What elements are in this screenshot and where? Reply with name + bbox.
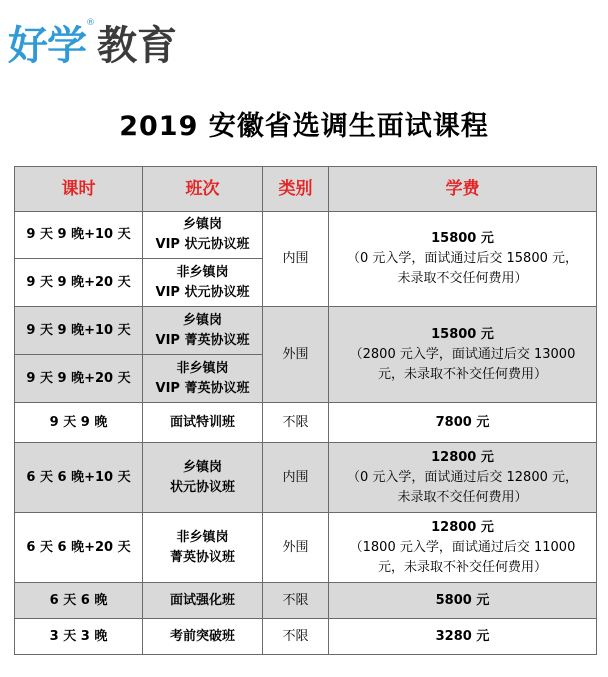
logo: [8, 14, 177, 70]
table-row: [15, 513, 597, 583]
fee-cell: 3280 元: [329, 619, 597, 655]
class-line-1: 非乡镇岗: [176, 264, 229, 280]
class-line-1: 乡镇岗: [182, 459, 222, 475]
fee-note-line-2: 未录取不交任何费用）: [397, 271, 528, 286]
class-cell: [143, 443, 263, 513]
fee-amount: 12800 元: [431, 519, 494, 535]
fee-note-line-1: （0 元入学，面试通过后交 12800 元，: [346, 469, 579, 485]
class-line-1: 非乡镇岗: [176, 529, 229, 545]
class-line-1: 非乡镇岗: [176, 360, 229, 376]
table-row: [15, 307, 597, 355]
fee-note-line-2: 元，未录取不补交任何费用）: [377, 559, 547, 575]
class-line-2: VIP 菁英协议班: [155, 332, 250, 348]
table-row: [15, 403, 597, 443]
class-cell: 面试强化班: [143, 583, 263, 619]
hours-cell: 9 天 9 晚+20 天: [15, 259, 143, 307]
fee-cell: 5800 元: [329, 583, 597, 619]
header-category: 类别: [263, 167, 329, 212]
hours-cell: 9 天 9 晚: [15, 403, 143, 443]
fee-amount: 15800 元: [431, 326, 494, 342]
fee-cell: [329, 443, 597, 513]
hours-cell: 6 天 6 晚+10 天: [15, 443, 143, 513]
class-line-2: VIP 状元协议班: [155, 284, 250, 300]
course-table: [14, 166, 597, 655]
hours-cell: 9 天 9 晚+10 天: [15, 307, 143, 355]
class-line-1: 乡镇岗: [182, 217, 222, 232]
table-row: [15, 619, 597, 655]
table-header-row: [15, 167, 597, 212]
fee-amount: 15800 元: [431, 231, 494, 246]
hours-cell: 6 天 6 晚+20 天: [15, 513, 143, 583]
category-cell: 不限: [263, 403, 329, 443]
fee-cell: [329, 212, 597, 307]
class-line-2: 菁英协议班: [169, 549, 235, 565]
hours-cell: 9 天 9 晚+20 天: [15, 355, 143, 403]
class-cell: [143, 259, 263, 307]
class-line-2: VIP 状元协议班: [155, 237, 250, 252]
fee-note-line-1: （2800 元入学，面试通过后交 13000: [349, 346, 576, 362]
category-cell: 不限: [263, 583, 329, 619]
hours-cell: 6 天 6 晚: [15, 583, 143, 619]
header-fee: 学费: [329, 167, 597, 212]
fee-cell: [329, 307, 597, 403]
class-line-1: 乡镇岗: [182, 312, 222, 328]
fee-cell: 7800 元: [329, 403, 597, 443]
fee-note-line-2: 未录取不交任何费用）: [397, 489, 528, 505]
category-cell: 内围: [263, 443, 329, 513]
page-title: 2019 安徽省选调生面试课程: [119, 111, 489, 142]
hours-cell: 9 天 9 晚+10 天: [15, 212, 143, 259]
hours-cell: 3 天 3 晚: [15, 619, 143, 655]
class-cell: [143, 355, 263, 403]
class-cell: [143, 307, 263, 355]
table-row: [15, 583, 597, 619]
fee-note-line-1: （1800 元入学，面试通过后交 11000: [349, 539, 576, 555]
fee-note-line-1: （0 元入学，面试通过后交 15800 元，: [346, 251, 579, 266]
table-row: [15, 212, 597, 259]
header-hours: 课时: [15, 167, 143, 212]
table-row: [15, 443, 597, 513]
category-cell: 外围: [263, 307, 329, 403]
fee-amount: 12800 元: [431, 449, 494, 465]
class-cell: 面试特训班: [143, 403, 263, 443]
class-line-2: VIP 菁英协议班: [155, 380, 250, 396]
class-cell: [143, 513, 263, 583]
header-class: 班次: [143, 167, 263, 212]
logo-text-primary: 好学: [8, 22, 86, 69]
class-cell: [143, 212, 263, 259]
class-cell: 考前突破班: [143, 619, 263, 655]
logo-text-secondary: 教育: [97, 22, 177, 69]
class-line-2: 状元协议班: [169, 479, 235, 495]
category-cell: 内围: [263, 212, 329, 307]
category-cell: 不限: [263, 619, 329, 655]
category-cell: 外围: [263, 513, 329, 583]
fee-note-line-2: 元，未录取不补交任何费用）: [377, 366, 547, 382]
fee-cell: [329, 513, 597, 583]
registered-mark: ®: [86, 18, 95, 28]
